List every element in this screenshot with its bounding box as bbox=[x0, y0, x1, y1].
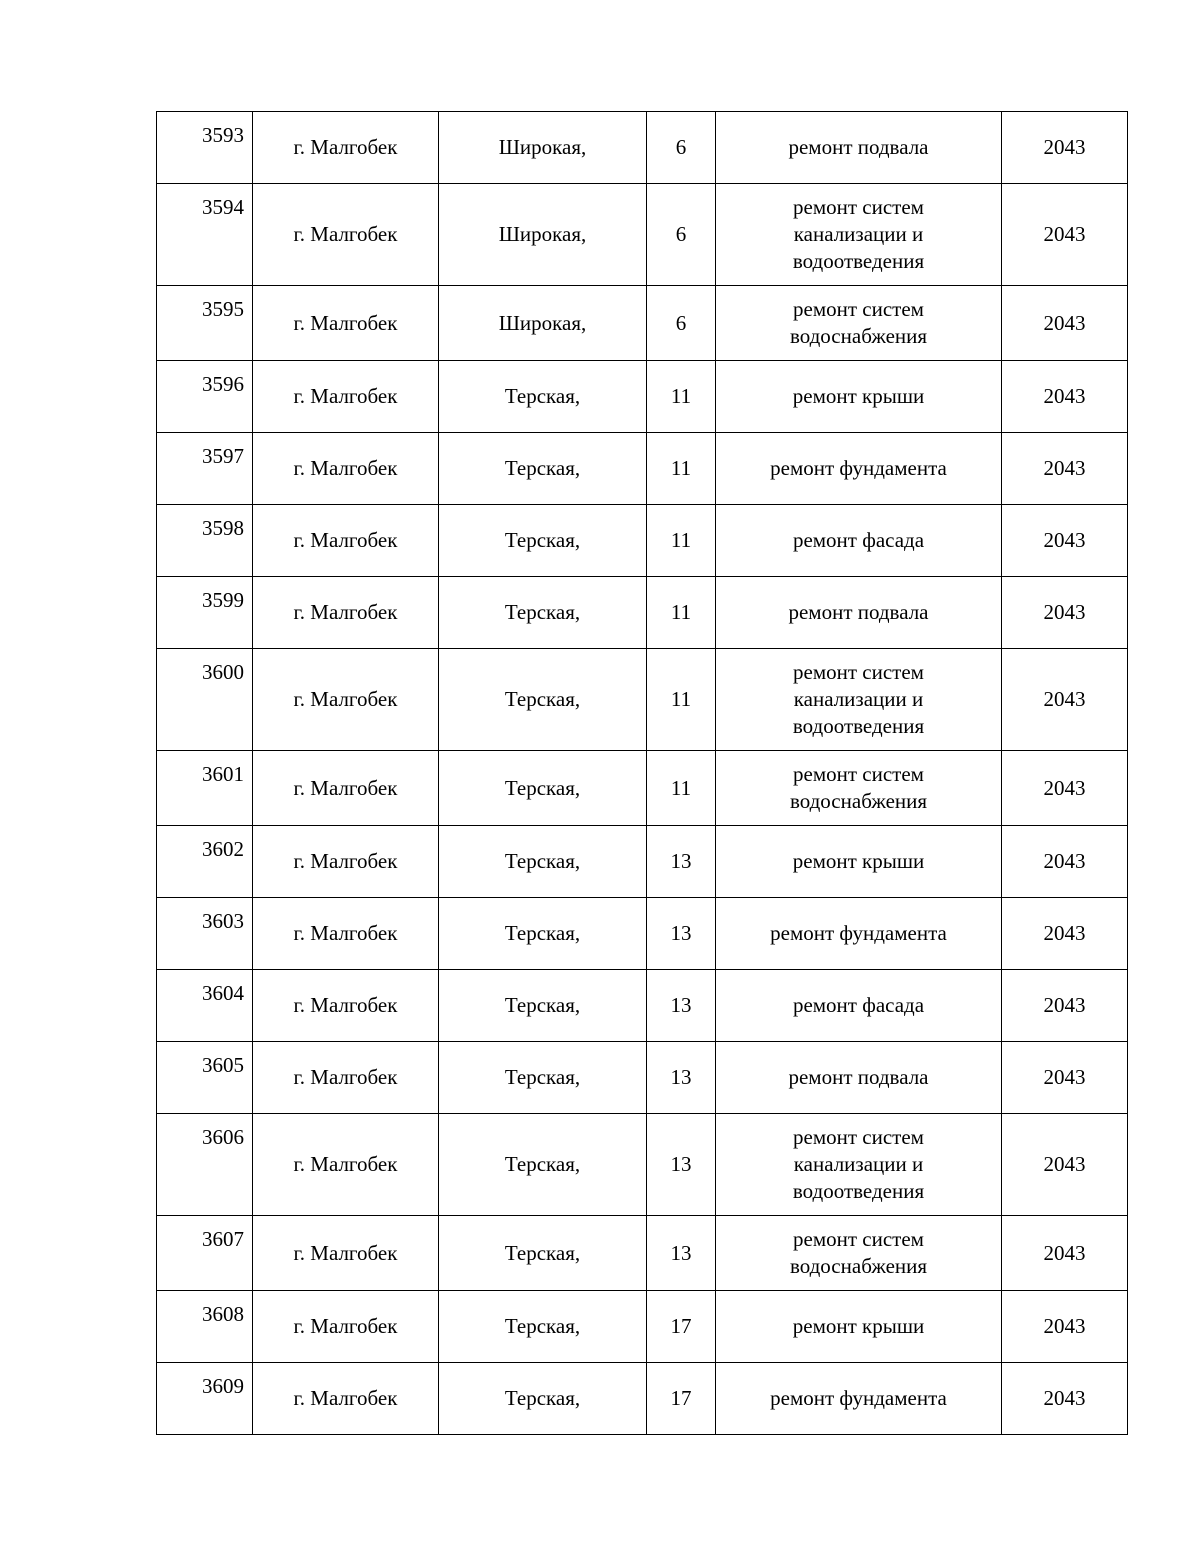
row-number: 3593 bbox=[157, 112, 253, 184]
row-number: 3601 bbox=[157, 751, 253, 826]
row-number: 3597 bbox=[157, 433, 253, 505]
year-cell: 2043 bbox=[1002, 112, 1128, 184]
table-row bbox=[157, 826, 1128, 898]
table-row bbox=[157, 649, 1128, 751]
table-row bbox=[157, 577, 1128, 649]
street-cell: Терская, bbox=[439, 1291, 647, 1363]
house-number-cell: 6 bbox=[647, 184, 716, 286]
row-number: 3609 bbox=[157, 1363, 253, 1435]
row-number: 3595 bbox=[157, 286, 253, 361]
table-row bbox=[157, 1363, 1128, 1435]
work-type-text: ремонт систем водоснабжения bbox=[789, 1227, 928, 1278]
work-type-text: ремонт фундамента bbox=[770, 1386, 947, 1410]
year-cell: 2043 bbox=[1002, 649, 1128, 751]
row-number: 3607 bbox=[157, 1216, 253, 1291]
work-type-cell bbox=[716, 505, 1002, 577]
street-cell: Терская, bbox=[439, 751, 647, 826]
work-type-cell bbox=[716, 1114, 1002, 1216]
city-cell: г. Малгобек bbox=[253, 898, 439, 970]
city-cell: г. Малгобек bbox=[253, 751, 439, 826]
work-type-text: ремонт подвала bbox=[788, 135, 929, 159]
row-number: 3599 bbox=[157, 577, 253, 649]
table-row bbox=[157, 1114, 1128, 1216]
house-number-cell: 13 bbox=[647, 1042, 716, 1114]
city-cell: г. Малгобек bbox=[253, 1291, 439, 1363]
street-cell: Терская, bbox=[439, 1114, 647, 1216]
city-cell: г. Малгобек bbox=[253, 505, 439, 577]
year-cell: 2043 bbox=[1002, 970, 1128, 1042]
house-number-cell: 11 bbox=[647, 361, 716, 433]
city-cell: г. Малгобек bbox=[253, 433, 439, 505]
work-type-cell bbox=[716, 1363, 1002, 1435]
row-number: 3596 bbox=[157, 361, 253, 433]
year-cell: 2043 bbox=[1002, 505, 1128, 577]
table-row bbox=[157, 505, 1128, 577]
work-type-cell bbox=[716, 1216, 1002, 1291]
city-cell: г. Малгобек bbox=[253, 577, 439, 649]
house-number-cell: 11 bbox=[647, 433, 716, 505]
year-cell: 2043 bbox=[1002, 751, 1128, 826]
house-number-cell: 11 bbox=[647, 505, 716, 577]
work-type-text: ремонт систем водоснабжения bbox=[789, 297, 928, 348]
table-row bbox=[157, 361, 1128, 433]
work-type-text: ремонт систем канализации и водоотведения bbox=[792, 195, 925, 273]
year-cell: 2043 bbox=[1002, 1291, 1128, 1363]
table-row bbox=[157, 286, 1128, 361]
row-number: 3600 bbox=[157, 649, 253, 751]
work-type-text: ремонт фундамента bbox=[770, 456, 947, 480]
row-number: 3606 bbox=[157, 1114, 253, 1216]
city-cell: г. Малгобек bbox=[253, 112, 439, 184]
street-cell: Широкая, bbox=[439, 184, 647, 286]
year-cell: 2043 bbox=[1002, 1363, 1128, 1435]
work-type-cell bbox=[716, 826, 1002, 898]
table-row bbox=[157, 1291, 1128, 1363]
street-cell: Терская, bbox=[439, 361, 647, 433]
work-type-cell bbox=[716, 751, 1002, 826]
city-cell: г. Малгобек bbox=[253, 649, 439, 751]
street-cell: Терская, bbox=[439, 433, 647, 505]
house-number-cell: 13 bbox=[647, 898, 716, 970]
work-type-text: ремонт подвала bbox=[788, 600, 929, 624]
city-cell: г. Малгобек bbox=[253, 1363, 439, 1435]
table-row bbox=[157, 112, 1128, 184]
table-row bbox=[157, 433, 1128, 505]
work-type-cell bbox=[716, 361, 1002, 433]
house-number-cell: 13 bbox=[647, 970, 716, 1042]
row-number: 3603 bbox=[157, 898, 253, 970]
city-cell: г. Малгобек bbox=[253, 286, 439, 361]
year-cell: 2043 bbox=[1002, 898, 1128, 970]
work-type-text: ремонт подвала bbox=[788, 1065, 929, 1089]
street-cell: Терская, bbox=[439, 970, 647, 1042]
year-cell: 2043 bbox=[1002, 286, 1128, 361]
street-cell: Терская, bbox=[439, 505, 647, 577]
year-cell: 2043 bbox=[1002, 184, 1128, 286]
table-row bbox=[157, 1216, 1128, 1291]
table-row bbox=[157, 751, 1128, 826]
work-type-cell bbox=[716, 577, 1002, 649]
work-type-text: ремонт систем водоснабжения bbox=[789, 762, 928, 813]
work-type-cell bbox=[716, 184, 1002, 286]
year-cell: 2043 bbox=[1002, 577, 1128, 649]
work-type-text: ремонт фундамента bbox=[770, 921, 947, 945]
city-cell: г. Малгобек bbox=[253, 1042, 439, 1114]
work-type-cell bbox=[716, 1291, 1002, 1363]
year-cell: 2043 bbox=[1002, 1042, 1128, 1114]
row-number: 3604 bbox=[157, 970, 253, 1042]
house-number-cell: 11 bbox=[647, 577, 716, 649]
table-row bbox=[157, 898, 1128, 970]
house-number-cell: 13 bbox=[647, 1216, 716, 1291]
house-number-cell: 13 bbox=[647, 1114, 716, 1216]
house-number-cell: 11 bbox=[647, 649, 716, 751]
city-cell: г. Малгобек bbox=[253, 1114, 439, 1216]
street-cell: Терская, bbox=[439, 1363, 647, 1435]
work-type-cell bbox=[716, 898, 1002, 970]
row-number: 3598 bbox=[157, 505, 253, 577]
work-type-text: ремонт крыши bbox=[792, 1314, 925, 1338]
work-type-text: ремонт фасада bbox=[792, 993, 925, 1017]
table-row bbox=[157, 1042, 1128, 1114]
year-cell: 2043 bbox=[1002, 361, 1128, 433]
row-number: 3608 bbox=[157, 1291, 253, 1363]
row-number: 3594 bbox=[157, 184, 253, 286]
house-number-cell: 13 bbox=[647, 826, 716, 898]
house-number-cell: 6 bbox=[647, 286, 716, 361]
house-number-cell: 17 bbox=[647, 1363, 716, 1435]
row-number: 3602 bbox=[157, 826, 253, 898]
work-type-text: ремонт крыши bbox=[792, 384, 925, 408]
street-cell: Терская, bbox=[439, 898, 647, 970]
year-cell: 2043 bbox=[1002, 1114, 1128, 1216]
work-type-cell bbox=[716, 286, 1002, 361]
work-type-cell bbox=[716, 970, 1002, 1042]
work-type-text: ремонт фасада bbox=[792, 528, 925, 552]
year-cell: 2043 bbox=[1002, 1216, 1128, 1291]
work-type-cell bbox=[716, 649, 1002, 751]
city-cell: г. Малгобек bbox=[253, 361, 439, 433]
house-number-cell: 17 bbox=[647, 1291, 716, 1363]
street-cell: Терская, bbox=[439, 1216, 647, 1291]
year-cell: 2043 bbox=[1002, 433, 1128, 505]
row-number: 3605 bbox=[157, 1042, 253, 1114]
work-type-cell bbox=[716, 433, 1002, 505]
house-number-cell: 6 bbox=[647, 112, 716, 184]
street-cell: Широкая, bbox=[439, 112, 647, 184]
street-cell: Широкая, bbox=[439, 286, 647, 361]
work-type-text: ремонт систем канализации и водоотведения bbox=[792, 660, 925, 738]
work-type-text: ремонт крыши bbox=[792, 849, 925, 873]
city-cell: г. Малгобек bbox=[253, 970, 439, 1042]
house-number-cell: 11 bbox=[647, 751, 716, 826]
city-cell: г. Малгобек bbox=[253, 826, 439, 898]
street-cell: Терская, bbox=[439, 1042, 647, 1114]
work-type-text: ремонт систем канализации и водоотведения bbox=[792, 1125, 925, 1203]
city-cell: г. Малгобек bbox=[253, 184, 439, 286]
table-row bbox=[157, 184, 1128, 286]
city-cell: г. Малгобек bbox=[253, 1216, 439, 1291]
street-cell: Терская, bbox=[439, 826, 647, 898]
work-type-cell bbox=[716, 1042, 1002, 1114]
street-cell: Терская, bbox=[439, 577, 647, 649]
street-cell: Терская, bbox=[439, 649, 647, 751]
work-type-cell bbox=[716, 112, 1002, 184]
year-cell: 2043 bbox=[1002, 826, 1128, 898]
table-row bbox=[157, 970, 1128, 1042]
repair-schedule-table bbox=[156, 111, 1128, 1435]
